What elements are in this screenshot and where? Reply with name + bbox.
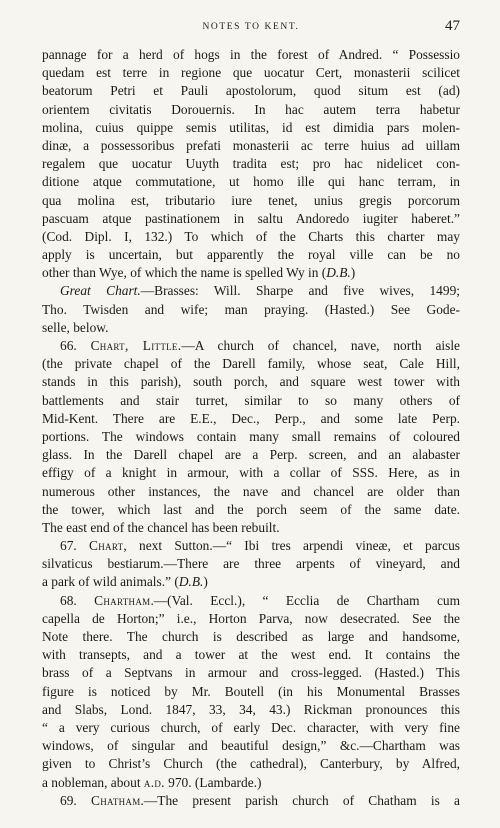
text-line [42, 301, 460, 319]
text-line [42, 137, 460, 155]
text-run: figure is noticed by Mr. Boutell (in his Monumental Brasses [42, 683, 460, 699]
text-run: Chart, Little. [90, 338, 182, 353]
text-run: beatorum Petri et Pauli apostolorum, quod situm est (ad) [42, 83, 460, 99]
text-line [42, 373, 460, 391]
text-run: D.B. [178, 574, 204, 590]
running-head [42, 18, 460, 38]
text-run: .—(Val. Eccl.), “ Ecclia de Chartham cum [150, 592, 460, 608]
text-line [42, 319, 460, 337]
text-line [42, 537, 460, 555]
text-line [42, 610, 460, 628]
text-run: 69. [60, 792, 91, 808]
text-run: a.d. [143, 774, 165, 790]
text-line [42, 192, 460, 210]
text-run: with transepts, and a tower at the west end. It contains the [42, 647, 460, 663]
text-run: Chart [89, 538, 124, 554]
text-run: pannage for a herd of hogs in the forest of Andred. “ Possessio [42, 47, 460, 62]
text-run: D.B. [326, 265, 351, 281]
text-run: silvaticus bestiarum.—There are three arpents of vineyard, and [42, 556, 460, 572]
text-run: ) [350, 265, 356, 281]
text-run: regalem que uocatur Uuyth tradita est; pro hac nidelicet con- [42, 156, 460, 172]
text-line [42, 774, 460, 792]
text-run: stands in this parish), south porch, and square west tower with [42, 374, 460, 390]
text-line [42, 501, 460, 519]
text-line [42, 410, 460, 428]
text-line [42, 46, 460, 64]
text-line [42, 355, 460, 373]
text-run: The east end of the chancel has been rebuilt. [42, 519, 280, 535]
text-run: Chatham [90, 792, 141, 808]
text-run: windows, of singular and beautiful design,” &c.—Chartham was [42, 738, 460, 754]
text-run: quedam est terre in regione que uocatur Cert, monasterii scilicet [42, 65, 460, 81]
text-line [42, 246, 460, 264]
text-run: glass. In the Darell chapel are a Perp. screen, and an alabaster [42, 447, 460, 463]
text-line [42, 519, 460, 537]
text-line [42, 646, 460, 664]
text-run: 970. (Lambarde.) [164, 774, 262, 790]
text-line [42, 592, 460, 610]
text-line [42, 82, 460, 100]
text-line [42, 683, 460, 701]
text-run: and Slabs, Lond. 1847, 33, 34, 43.) Rickman pronounces this [42, 701, 460, 717]
text-run: other than Wye, of which the name is spelled Wy in ( [42, 265, 327, 281]
text-run: qua molina est, tributario iure tenet, unius gregis porcorum [42, 192, 460, 208]
text-line [42, 719, 460, 737]
text-run: Note there. The church is described as large and handsome, [42, 629, 460, 644]
text-run: orientem civitatis Dorouernis. In hac autem terra habetur [42, 101, 460, 117]
text-run: numerous other instances, the nave and chancel are older than [42, 483, 460, 499]
page-number: 47 [445, 18, 460, 34]
text-run: portions. The windows contain many small remains of coloured [42, 428, 460, 444]
text-line [42, 173, 460, 191]
text-run: —Brasses: Will. Sharpe and five wives, 1499; [140, 283, 460, 299]
text-run: Chartham [94, 592, 151, 608]
text-run: dinæ, a possessoribus prefati monasterii ac terre huius ad uillam [42, 137, 460, 153]
text-run: selle, below. [42, 319, 109, 335]
text-line [42, 483, 460, 501]
text-run: 66. [60, 338, 91, 353]
text-line [42, 428, 460, 446]
text-run: 68. [60, 592, 95, 608]
text-run: (Cod. Dipl. I, 132.) To which of the Charts this charter may [42, 228, 460, 244]
text-run: 67. [60, 538, 90, 554]
text-line [42, 464, 460, 482]
text-run: Tho. Twisden and wife; man praying. (Hasted.) See Gode- [42, 301, 460, 317]
text-run: a park of wild animals.” ( [42, 574, 179, 590]
text-run: Mid-Kent. There are E.E., Dec., Perp., and some late Perp. [42, 410, 460, 426]
text-run: effigy of a knight in armour, with a collar of SSS. Here, as in [42, 465, 460, 481]
text-run: given to Christ’s Church (the cathedral), Canterbury, by Alfred, [42, 756, 460, 772]
text-line [42, 573, 460, 591]
text-line [42, 701, 460, 719]
text-line [42, 792, 460, 810]
text-line [42, 228, 460, 246]
text-line [42, 555, 460, 573]
body-text [42, 46, 460, 810]
text-run: the tower, which last and the porch seem of the same date. [42, 501, 460, 517]
text-run: a nobleman, about [42, 774, 144, 790]
text-line [42, 282, 460, 300]
text-run: ditione atque commutatione, ut homo ille qui hanc terram, in [42, 174, 460, 190]
text-line [42, 446, 460, 464]
text-line [42, 264, 460, 282]
text-run: molina, cuius quippe semis utilitas, id est dimidia pars molen- [42, 119, 460, 135]
text-line [42, 64, 460, 82]
text-line [42, 392, 460, 410]
text-run: .—The present parish church of Chatham is a [140, 792, 460, 808]
text-line [42, 628, 460, 646]
text-line [42, 755, 460, 773]
text-line [42, 664, 460, 682]
text-line [42, 737, 460, 755]
text-run: capella de Horton;” i.e., Horton Parva, now desecrated. See the [42, 610, 460, 626]
text-line [42, 210, 460, 228]
text-run: —A church of chancel, nave, north aisle [181, 338, 460, 353]
text-run: “ a very curious church, of early Dec. character, with very fine [42, 719, 460, 735]
text-run: battlements and stair turret, similar to so many others of [42, 392, 460, 408]
text-run: (the private chapel of the Darell family, whose seat, Cale Hill, [42, 356, 460, 372]
text-run: apply is uncertain, but apparently the royal ville can be no [42, 247, 460, 263]
text-run: brass of a Septvans in armour and cross-legged. (Hasted.) This [42, 665, 460, 681]
text-run: Great Chart. [60, 283, 141, 299]
running-title: NOTES TO KENT. [202, 22, 300, 32]
text-line [42, 337, 460, 355]
text-run: , next Sutton.—“ Ibi tres arpendi vineæ, et parcus [123, 538, 460, 554]
text-line [42, 119, 460, 137]
text-line [42, 155, 460, 173]
text-run: ) [203, 574, 208, 590]
text-run: pascuam atque pastinationem in saltu Andoredo iugiter haberet.” [42, 210, 460, 226]
text-line [42, 101, 460, 119]
